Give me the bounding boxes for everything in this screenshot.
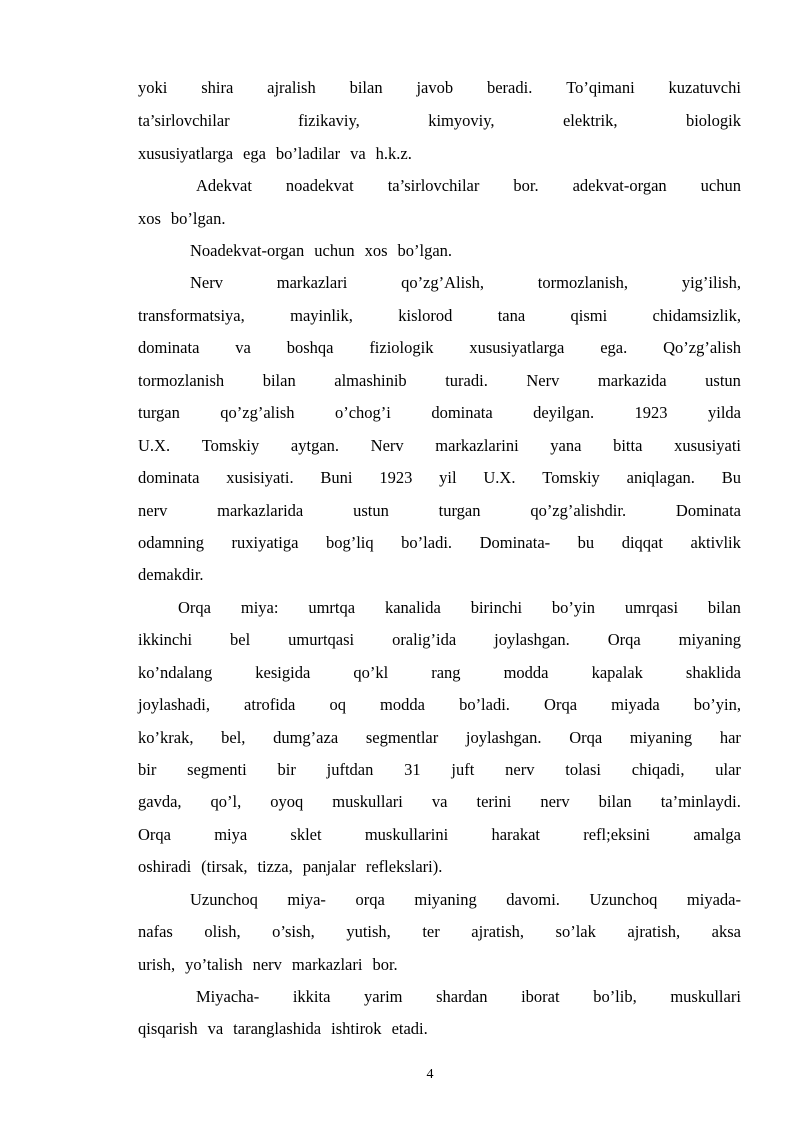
text-line: turgan qo’zg’alish o’chog’i dominata deyilgan. 1923 yilda <box>138 403 741 422</box>
page-number: 4 <box>426 1067 434 1082</box>
text-line: ko’ndalang kesigida qo’kl rang modda kapalak shaklida <box>138 663 741 682</box>
text-line: gavda, qo’l, oyoq muskullari va terini nerv bilan ta’minlaydi. <box>138 792 741 811</box>
text-line: transformatsiya, mayinlik, kislorod tana qismi chidamsizlik, <box>138 306 741 325</box>
text-line: Nerv markazlari qo’zg’Alish, tormozlanish, yig’ilish, <box>190 273 741 292</box>
text-line: yoki shira ajralish bilan javob beradi. To’qimani kuzatuvchi <box>138 78 741 97</box>
text-line: urish, yo’talish nerv markazlari bor. <box>138 955 398 974</box>
text-line: Uzunchoq miya- orqa miyaning davomi. Uzunchoq miyada- <box>190 890 741 909</box>
text-line: Orqa miya sklet muskullarini harakat refl;eksini amalga <box>138 825 741 844</box>
text-line: Adekvat noadekvat ta’sirlovchilar bor. adekvat-organ uchun <box>196 176 741 195</box>
text-line: nafas olish, o’sish, yutish, ter ajratish, so’lak ajratish, aksa <box>138 922 741 941</box>
text-line: nerv markazlarida ustun turgan qo’zg’alishdir. Dominata <box>138 501 741 520</box>
text-line: bir segmenti bir juftdan 31 juft nerv tolasi chiqadi, ular <box>138 760 741 779</box>
text-line: Noadekvat-organ uchun xos bo’lgan. <box>190 241 453 260</box>
text-line: xususiyatlarga ega bo’ladilar va h.k.z. <box>138 144 412 163</box>
text-line: dominata xusisiyati. Buni 1923 yil U.X. Tomskiy aniqlagan. Bu <box>138 468 741 487</box>
text-line: ko’krak, bel, dumg’aza segmentlar joylashgan. Orqa miyaning har <box>138 728 741 747</box>
text-line: dominata va boshqa fiziologik xususiyatlarga ega. Qo’zg’alish <box>138 338 741 357</box>
text-line: tormozlanish bilan almashinib turadi. Nerv markazida ustun <box>138 371 741 390</box>
text-line: U.X. Tomskiy aytgan. Nerv markazlarini yana bitta xususiyati <box>138 436 741 455</box>
text-line: joylashadi, atrofida oq modda bo’ladi. Orqa miyada bo’yin, <box>138 695 741 714</box>
text-line: ta’sirlovchilar fizikaviy, kimyoviy, elektrik, biologik <box>138 111 741 130</box>
text-line: xos bo’lgan. <box>138 209 226 228</box>
text-line: demakdir. <box>138 565 204 584</box>
text-line: ikkinchi bel umurtqasi oralig’ida joylashgan. Orqa miyaning <box>138 630 741 649</box>
text-line: odamning ruxiyatiga bog’liq bo’ladi. Dominata- bu diqqat aktivlik <box>138 533 741 552</box>
text-line: Orqa miya: umrtqa kanalida birinchi bo’yin umrqasi bilan <box>178 598 741 617</box>
text-line: Miyacha- ikkita yarim shardan iborat bo’lib, muskullari <box>196 987 741 1006</box>
text-line: qisqarish va taranglashida ishtirok etadi. <box>138 1019 428 1038</box>
text-line: oshiradi (tirsak, tizza, panjalar reflekslari). <box>138 857 443 876</box>
